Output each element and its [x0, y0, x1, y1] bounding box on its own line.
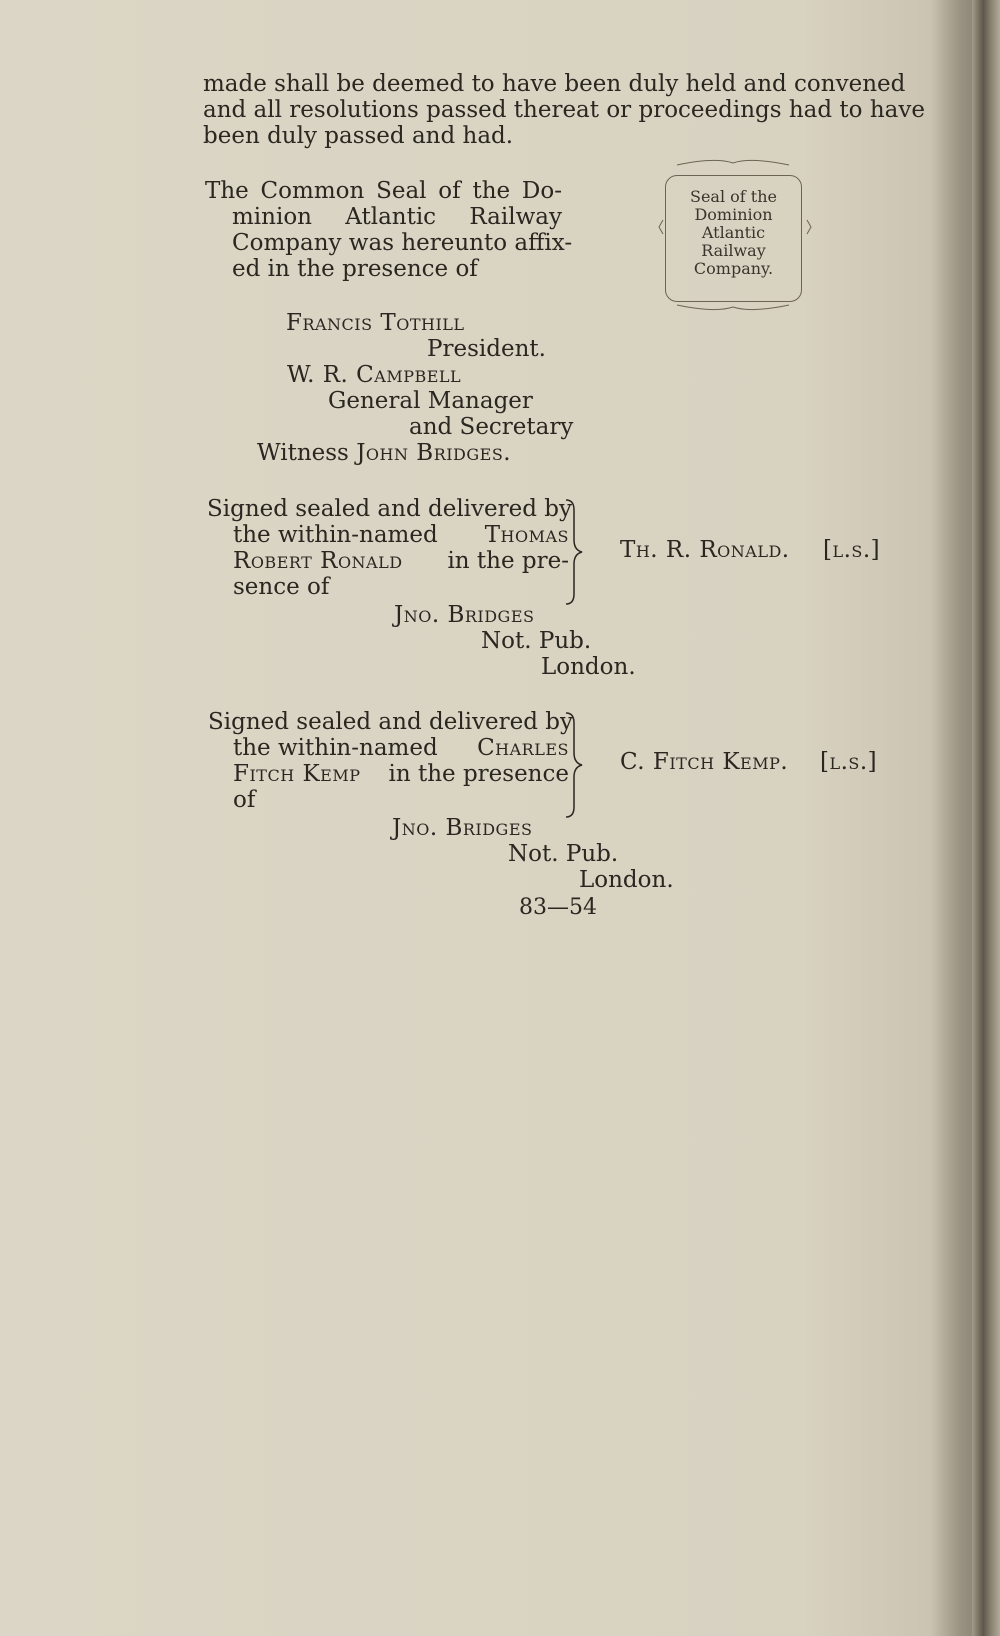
witness-line	[257, 440, 511, 466]
sig2-clause-line-2b: Charles	[477, 735, 569, 761]
sig1-clause-line-1: Signed sealed and delivered by	[207, 496, 572, 522]
witness-name: John Bridges.	[356, 440, 512, 466]
sig1-notary-title: Not. Pub.	[481, 628, 592, 654]
seal-clause-line-1: The Common Seal of the Do-	[205, 178, 562, 204]
sig2-brace	[562, 709, 590, 821]
intro-line-1: made shall be deemed to have been duly held and convened	[203, 71, 906, 97]
sig1-clause-line-4: sence of	[233, 574, 330, 600]
sig2-clause-line-3a: Fitch Kemp	[233, 761, 361, 787]
seal-text-line: Atlantic	[701, 223, 766, 242]
manager-name: W. R. Campbell	[287, 362, 462, 388]
sig2-clause-line-4: of	[233, 787, 256, 813]
seal-text-line: Seal of the	[689, 187, 777, 206]
sig1-seal-mark: [l.s.]	[823, 537, 881, 563]
sig1-clause-line-2b: Thomas	[484, 522, 569, 548]
sig1-notary-place: London.	[541, 654, 636, 680]
seal-clause-line-3: Company was hereunto affix-	[232, 230, 573, 256]
manager-title-2: and Secretary	[409, 414, 574, 440]
sig1-brace	[562, 496, 590, 608]
president-name: Francis Tothill	[286, 310, 465, 336]
sig1-clause-line-3b: in the pre-	[447, 548, 569, 574]
manager-title-1: General Manager	[328, 388, 533, 414]
book-spine-shadow	[972, 0, 1000, 1636]
sig2-clause-line-3	[233, 761, 569, 787]
seal-text-line: Company.	[693, 259, 774, 278]
president-title: President.	[427, 336, 546, 362]
sig2-seal-mark: [l.s.]	[820, 749, 878, 775]
sig1-clause-line-2	[233, 522, 569, 548]
sig2-notary-name: Jno. Bridges	[392, 815, 533, 841]
sig2-clause-line-2a: the within-named	[233, 735, 438, 761]
seal-text-line: Railway	[701, 241, 766, 260]
sig1-notary-name: Jno. Bridges	[394, 602, 535, 628]
seal-clause-line-4: ed in the presence of	[232, 256, 478, 282]
intro-line-3: been duly passed and had.	[203, 123, 514, 149]
sig2-signer: C. Fitch Kemp.	[620, 749, 789, 775]
sig1-clause-line-2a: the within-named	[233, 522, 438, 548]
sig1-clause-line-3a: Robert Ronald	[233, 548, 403, 574]
witness-label: Witness	[257, 440, 349, 466]
sig2-clause-line-1: Signed sealed and delivered by	[208, 709, 573, 735]
page-number: 83—54	[519, 895, 597, 920]
sig1-signer: Th. R. Ronald.	[620, 537, 790, 563]
sig2-clause-line-3b: in the presence	[388, 761, 569, 787]
intro-line-2: and all resolutions passed thereat or proceedings had to have	[203, 97, 925, 123]
sig2-notary-title: Not. Pub.	[508, 841, 619, 867]
sig2-clause-line-2	[233, 735, 569, 761]
seal-border-flourish	[655, 155, 815, 315]
seal-clause-line-2: minion Atlantic Railway	[232, 204, 562, 230]
sig2-notary-place: London.	[579, 867, 674, 893]
sig1-clause-line-3	[233, 548, 569, 574]
seal-text-line: Dominion	[694, 205, 773, 224]
